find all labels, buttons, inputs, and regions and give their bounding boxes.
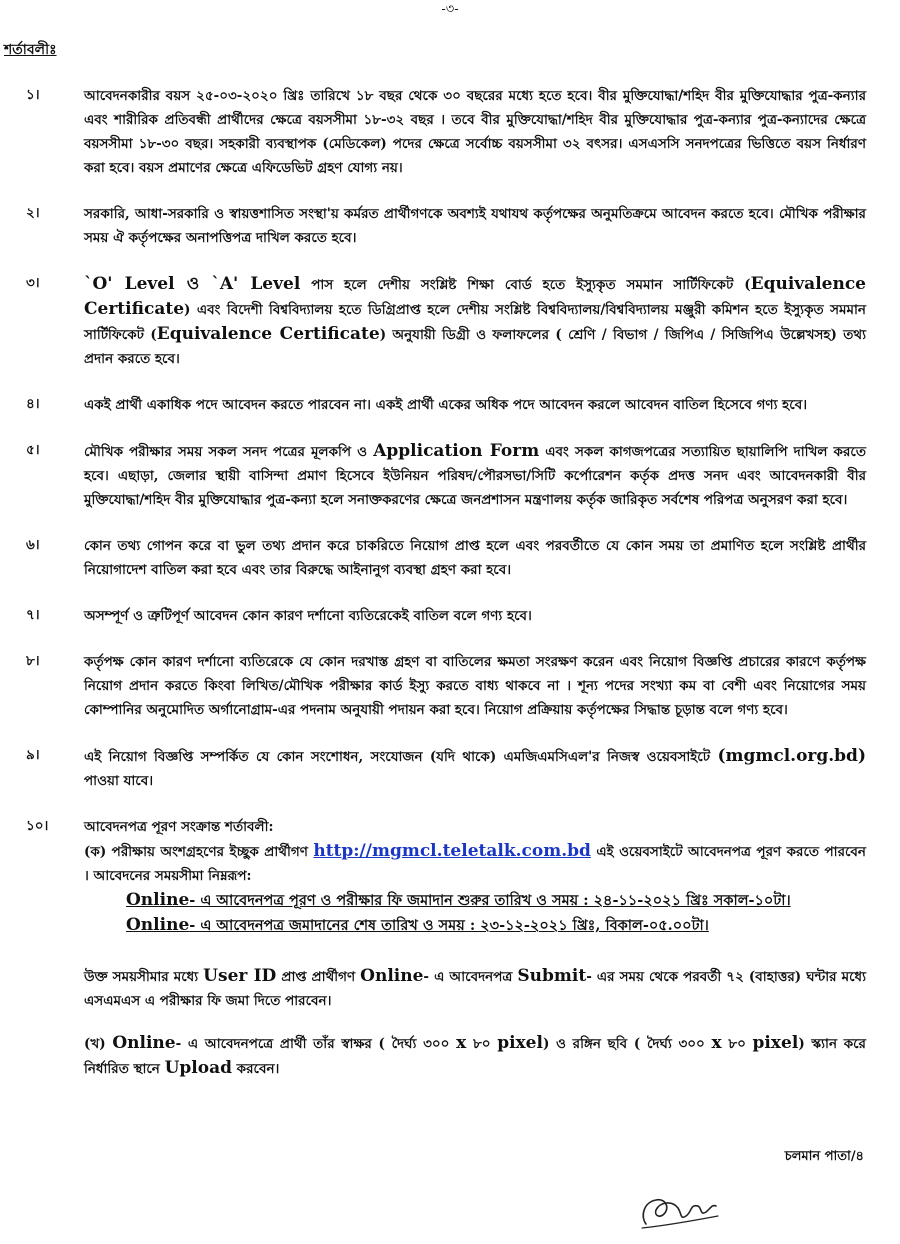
clause-number: ৭। xyxy=(26,607,40,623)
clause-9 xyxy=(0,744,900,793)
clause-number: ২। xyxy=(26,205,40,221)
clause-1 xyxy=(0,84,900,180)
clause-number: ৫। xyxy=(26,442,40,458)
clause-number: ৯। xyxy=(26,747,40,763)
clause-number: ৬। xyxy=(26,537,40,553)
clause-text: সরকারি, আধা-সরকারি ও স্বায়ত্তশাসিত সংস্থা'য় কর্মরত প্রার্থীগণকে অবশ্যই যথাযথ কর্তৃপক্ষের অনুমতিক্রমে আবেদন করতে হবে। মৌখিক পরীক্ষার সময় ঐ কর্তৃপক্ষের অনাপত্তিপত্র দাখিল করতে হবে। xyxy=(84,206,866,246)
dimension-x: x xyxy=(456,1033,467,1053)
clause-2 xyxy=(0,202,900,250)
handwritten-signature xyxy=(636,1186,722,1234)
equivalence-certificate-text: Equivalence Certificate xyxy=(84,274,866,319)
clause-4 xyxy=(0,393,900,417)
pixel-word: pixel xyxy=(752,1033,799,1053)
end-date-text: - এ আবেদনপত্র জমাদানের শেষ তারিখ ও সময় : ২৩-১২-২০২১ খ্রিঃ, বিকাল-০৫.০০টা। xyxy=(189,917,709,934)
user-id-text: User ID xyxy=(203,966,277,986)
clause-text-part: ) ও রঙ্গিন ছবি ( দৈর্ঘ্য ৩০০ xyxy=(542,1036,712,1052)
clause-10 xyxy=(0,815,900,1081)
pixel-word: pixel xyxy=(497,1033,543,1053)
equivalence-certificate-text: Equivalence Certificate xyxy=(156,324,380,344)
clause-text-part: ) অনুযায়ী ডিগ্রী ও ফলাফলের ( শ্রেণি / বিভাগ / জিপিএ / সিজিপিএ উল্লেখসহ) তথ্য প্রদান করতে হবে। xyxy=(84,327,867,367)
clause-text-part: ) এবং বিদেশী বিশ্ববিদ্যালয় হতে ডিগ্রিপ্রাপ্ত হলে দেশীয় সংশ্লিষ্ট বিশ্ববিদ্যালয়/বিশ্ববিদ্যালয় মঞ্জুরী কমিশন হতে ইস্যুকৃত সমমান সার্টিফিকেট ( xyxy=(84,302,866,343)
conditions-heading: শর্তাবলীঃ xyxy=(4,42,57,58)
clause-text-part: পাস হলে দেশীয় সংশ্লিষ্ট শিক্ষা বোর্ড হতে ইস্যুকৃত সমমান সার্টিফিকেট ( xyxy=(300,277,751,293)
clause-text xyxy=(84,272,866,371)
clause-number: ১। xyxy=(26,87,40,103)
clause-text-part: এই নিয়োগ বিজ্ঞপ্তি সম্পর্কিত যে কোন সংশোধন, সংযোজন (যদি থাকে) এমজিএমসিএল'র নিজস্ব ওয়েবসাইটে xyxy=(84,749,718,765)
application-start-line xyxy=(126,888,900,913)
clause-text-part: ) স্ক্যান করে নির্ধারিত স্থানে xyxy=(84,1036,866,1077)
dimension-x: x xyxy=(711,1033,722,1053)
clause-3 xyxy=(0,272,900,371)
clause-text: কর্তৃপক্ষ কোন কারণ দর্শানো ব্যতিরেকে যে কোন দরখাস্ত গ্রহণ বা বাতিলের ক্ষমতা সংরক্ষণ করেন এবং নিয়োগ বিজ্ঞপ্তি প্রচারের কারণে কর্তৃপক্ষ নিয়োগ প্রদান করতে কিংবা লিখিত/মৌখিক পরীক্ষার কার্ড ইস্যু করতে বাধ্য থাকবে না । শূন্য পদের সংখ্যা কম বা বেশী এবং নিয়োগের সময় কোম্পানির অনুমোদিত অর্গানোগ্রাম-এর পদনাম অনুযায়ী পদায়ন করা হবে। নিয়োগ প্রক্রিয়ায় কর্তৃপক্ষের সিদ্ধান্ত চূড়ান্ত বলে গণ্য হবে। xyxy=(84,654,866,718)
clause-text: অসম্পূর্ণ ও ত্রুটিপূর্ণ আবেদন কোন কারণ দর্শানো ব্যতিরেকেই বাতিল বলে গণ্য হবে। xyxy=(84,608,532,624)
online-word: Online xyxy=(360,966,424,986)
clause-text-part: - এ আবেদনপত্রে প্রার্থী তাঁর স্বাক্ষর ( দৈর্ঘ্য ৩০০ xyxy=(175,1036,457,1052)
online-word: Online xyxy=(126,915,190,935)
sub-clause-b xyxy=(84,1031,866,1081)
clause-text-part: করবেন। xyxy=(231,1061,280,1077)
clause-6 xyxy=(0,534,900,582)
clause-text-part: ৮০ xyxy=(466,1036,498,1052)
clause-text-part: এবং সকল কাগজপত্রের সত্যায়িত ছায়ালিপি দাখিল করতে হবে। এছাড়া, জেলার স্থায়ী বাসিন্দা প্রমাণ হিসেবে ইউনিয়ন পরিষদ/পৌরসভা/সিটি কর্পোরেশন কর্তৃক প্রদত্ত সনদ এবং আবেদনকারী বীর মুক্তিযোদ্ধা/শহিদ বীর মুক্তিযোদ্ধার পুত্র-কন্যা হলে সনাক্তকরণের ক্ষেত্রে জনপ্রশাসন মন্ত্রণালয় কর্তৃক জারিকৃত সর্বশেষ পরিপত্র অনুসরণ করা হবে। xyxy=(84,444,866,508)
clause-7 xyxy=(0,604,900,628)
clause-text-part: - এর সময় থেকে পরবর্তী ৭২ (বাহাত্তর) ঘন্টার মধ্যে এসএমএস এ পরীক্ষার ফি জমা দিতে পারবেন। xyxy=(84,969,866,1009)
clause-text xyxy=(84,815,866,888)
sub-clause-a xyxy=(84,839,866,888)
clause-text: একই প্রার্থী একাধিক পদে আবেদন করতে পারবেন না। একই প্রার্থী একের অধিক পদে আবেদন করলে আবেদন বাতিল হিসেবে গণ্য হবে। xyxy=(84,397,808,413)
start-date-text: - এ আবেদনপত্র পূরণ ও পরীক্ষার ফি জমাদান শুরুর তারিখ ও সময় : ২৪-১১-২০২১ খ্রিঃ সকাল-১০টা। xyxy=(189,892,791,909)
clause-number: ৮। xyxy=(26,653,40,669)
clause-text-part: - এ আবেদনপত্র xyxy=(423,969,518,985)
fee-payment-paragraph xyxy=(84,964,866,1013)
conditions-list xyxy=(0,84,900,1103)
application-conditions-title: আবেদনপত্র পূরণ সংক্রান্ত শর্তাবলী: xyxy=(84,819,274,835)
page-number: -৩- xyxy=(441,2,459,17)
clause-text-part: উক্ত সময়সীমার মধ্যে xyxy=(84,969,204,985)
continued-page-note: চলমান পাতা/৪ xyxy=(784,1149,864,1164)
clause-text-part: প্রাপ্ত প্রার্থীগণ xyxy=(276,969,361,985)
clause-number: ৩। xyxy=(26,275,40,291)
online-word: Online xyxy=(126,890,190,910)
clause-text xyxy=(84,439,866,512)
clause-number: ৪। xyxy=(26,396,40,412)
clause-text-part: পাওয়া যাবে। xyxy=(84,773,154,789)
clause-number: ১০। xyxy=(26,818,49,834)
website-domain-text: (mgmcl.org.bd) xyxy=(717,746,866,766)
clause-text-part: (ক) পরীক্ষায় অংশগ্রহণের ইচ্ছুক প্রার্থীগণ xyxy=(84,844,314,860)
clause-8 xyxy=(0,650,900,722)
clause-text: কোন তথ্য গোপন করে বা ভুল তথ্য প্রদান করে চাকরিতে নিয়োগ প্রাপ্ত হলে এবং পরবর্তীতে যে কোন সময় তা প্রমাণিত হলে সংশ্লিষ্ট প্রার্থীর নিয়োগাদেশ বাতিল করা হবে এবং তার বিরুদ্ধে আইনানুগ ব্যবস্থা গ্রহণ করা হবে। xyxy=(84,538,866,578)
submit-word: Submit xyxy=(517,966,587,986)
clause-text-part: মৌখিক পরীক্ষার সময় সকল সনদ পত্রের মূলকপি ও xyxy=(84,444,374,460)
clause-text-part: এই ওয়েবসাইটে আবেদনপত্র পূরণ করতে পারবেন । আবেদনের সময়সীমা নিম্নরূপ: xyxy=(84,844,866,884)
clause-text-part: ৮০ xyxy=(721,1036,753,1052)
application-form-text: Application Form xyxy=(373,441,540,461)
online-word: Online xyxy=(112,1033,176,1053)
o-a-level-text: `O' Level ও `A' Level xyxy=(84,274,301,294)
clause-text xyxy=(84,744,866,793)
upload-word: Upload xyxy=(164,1058,232,1078)
clause-text-part: (খ) xyxy=(84,1036,113,1052)
teletalk-application-link[interactable]: http://mgmcl.teletalk.com.bd xyxy=(313,841,591,861)
clause-text: আবেদনকারীর বয়স ২৫-০৩-২০২০ খ্রিঃ তারিখে ১৮ বছর থেকে ৩০ বছরের মধ্যে হতে হবে। বীর মুক্তিযোদ্ধা/শহিদ বীর মুক্তিযোদ্ধার পুত্র-কন্যার এবং শারীরিক প্রতিবন্ধী প্রার্থীদের ক্ষেত্রে বয়সসীমা ১৮-৩২ বছর । তবে বীর মুক্তিযোদ্ধা/শহিদ বীর মুক্তিযোদ্ধার পুত্র-কন্যার পুত্র-কন্যাদের ক্ষেত্রে বয়সসীমা ১৮-৩০ বছর। সহকারী ব্যবস্থাপক (মেডিকেল) পদের ক্ষেত্রে সর্বোচ্চ বয়সসীমা ৩২ বৎসর। এসএসসি সনদপত্রের ভিত্তিতে বয়স নির্ধারণ করা হবে। বয়স প্রমাণের ক্ষেত্রে এফিডেভিট গ্রহণ যোগ্য নয়। xyxy=(84,88,866,176)
application-end-line xyxy=(126,913,900,938)
clause-5 xyxy=(0,439,900,512)
